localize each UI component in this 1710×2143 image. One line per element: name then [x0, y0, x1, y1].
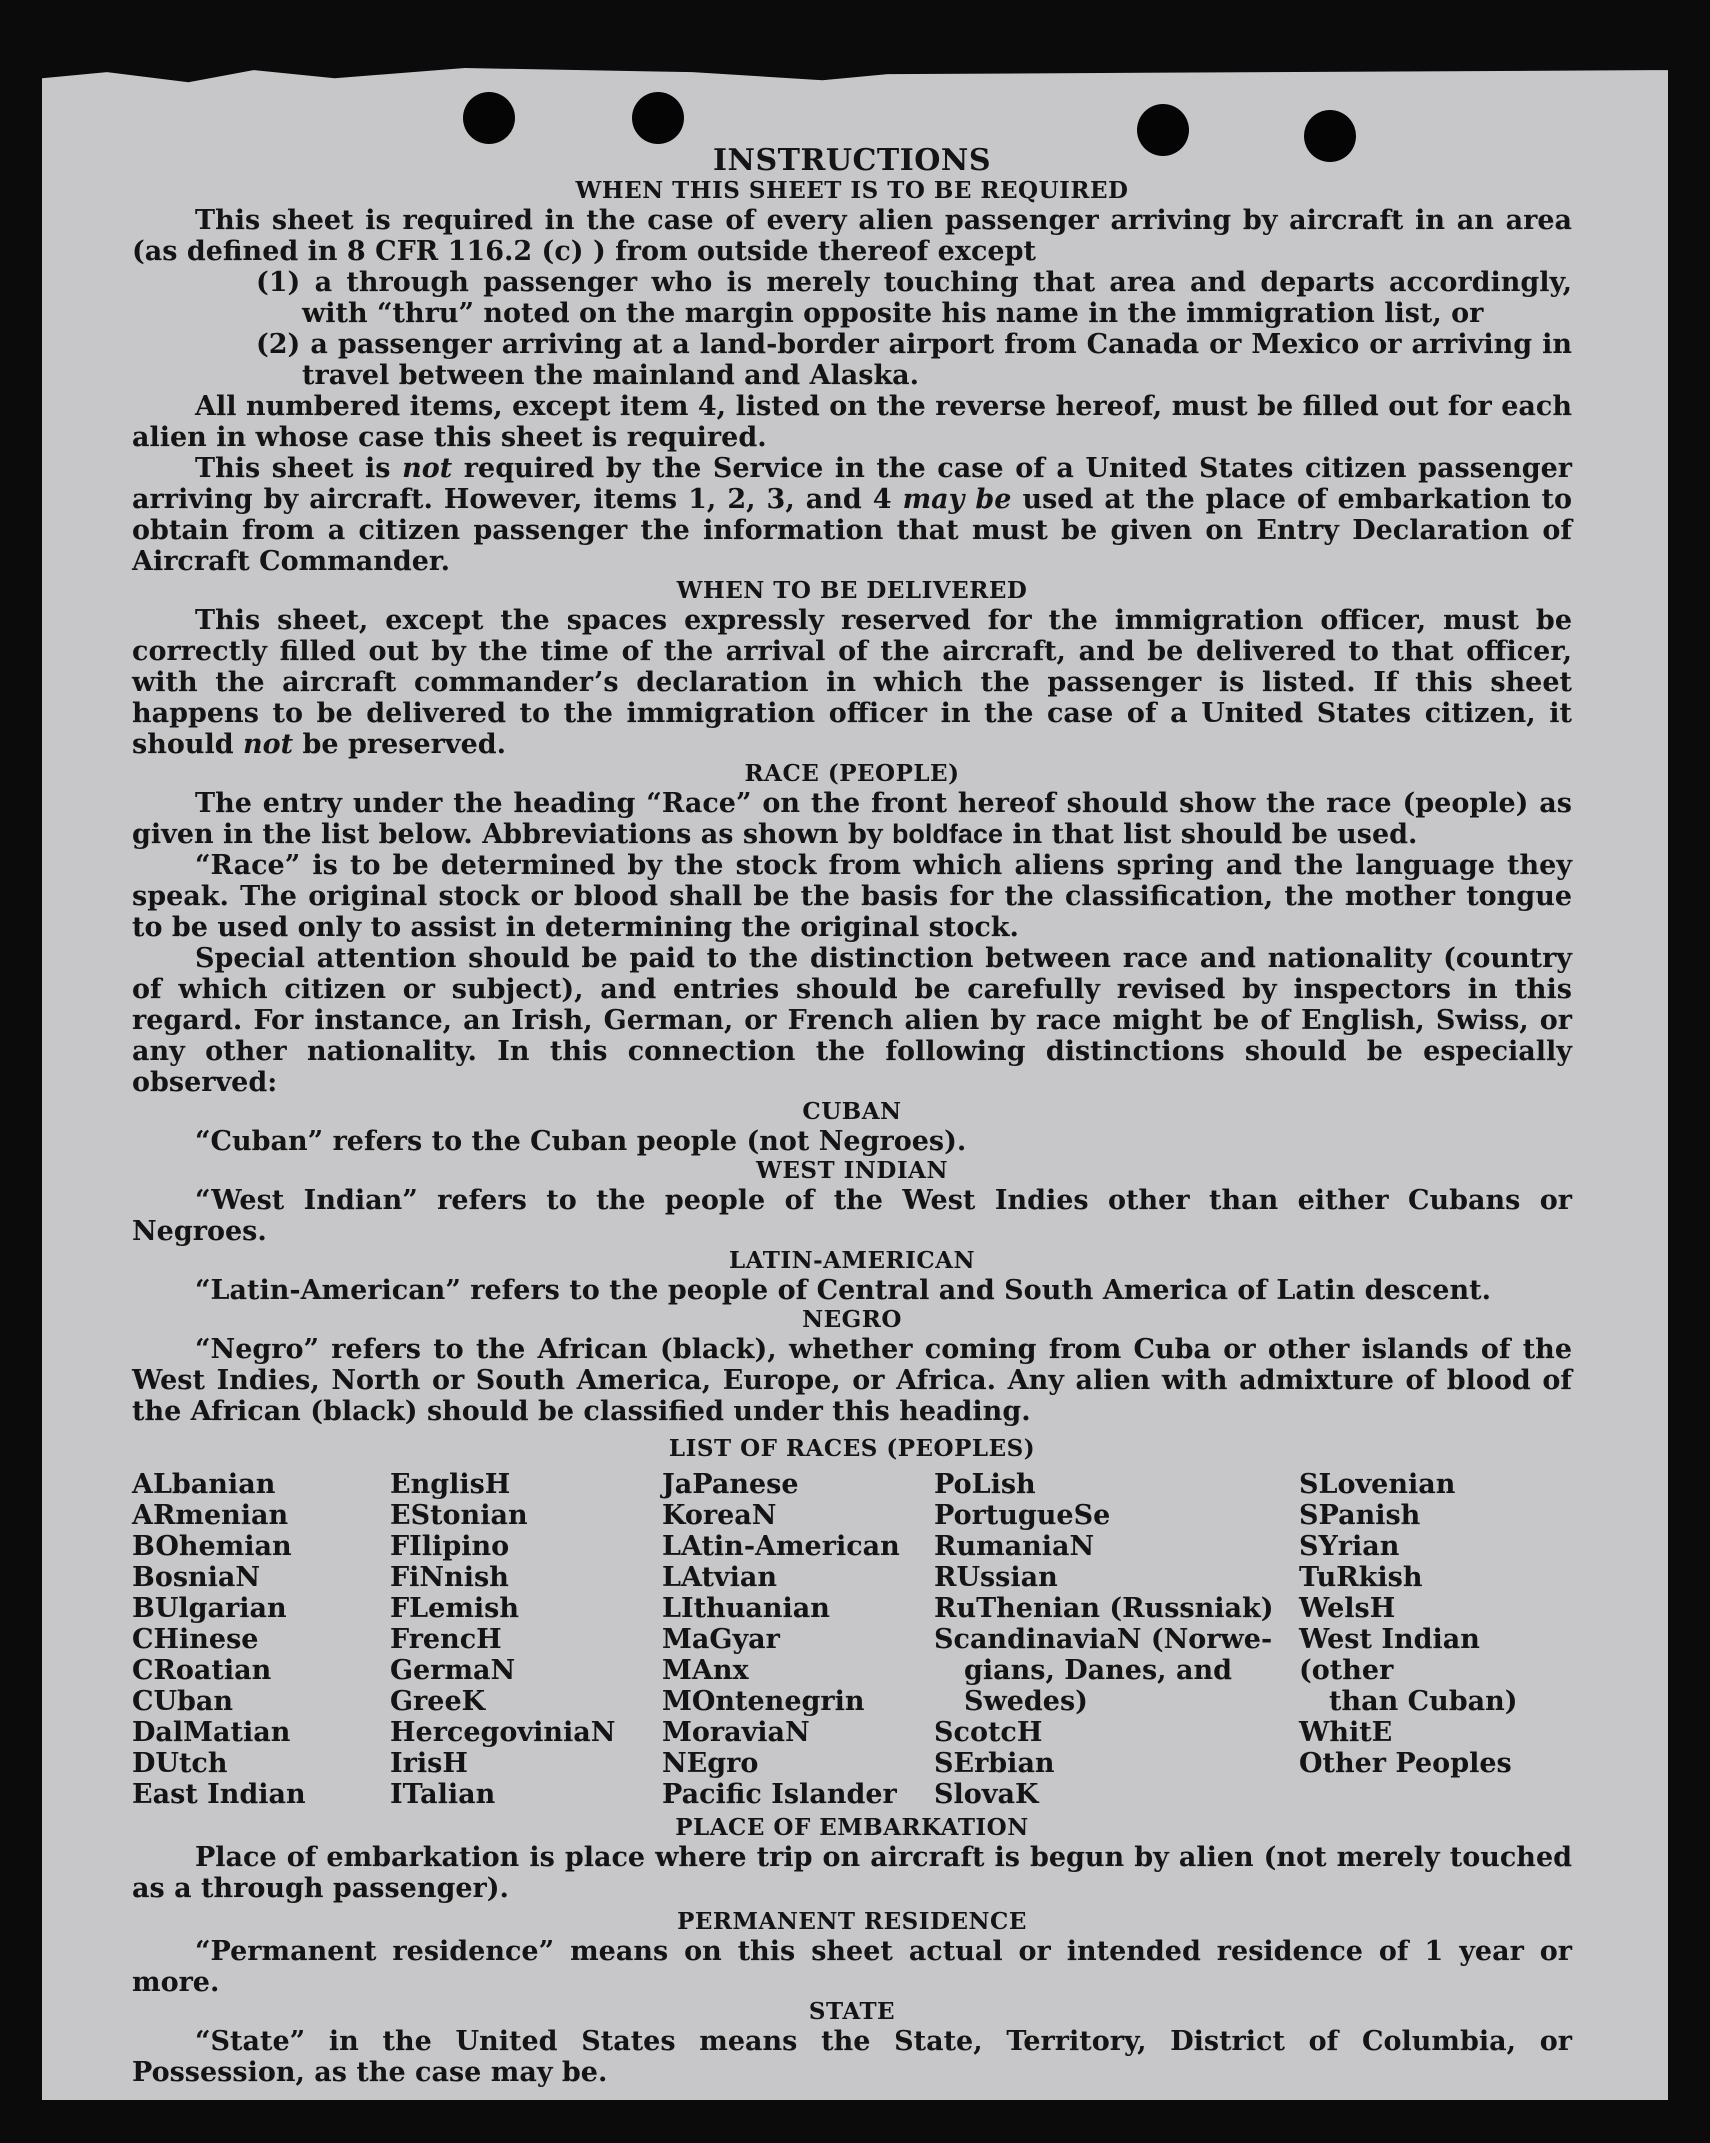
races-list — [132, 1469, 1572, 1810]
race-entry: East Indian — [132, 1779, 306, 1810]
race-entry: CRoatian — [132, 1655, 272, 1686]
race-entry: DUtch — [132, 1748, 228, 1779]
race-entry: KoreaN — [662, 1500, 777, 1531]
paragraph: “Race” is to be determined by the stock from which aliens spring and the language they speak. The original stock or blood shall be the basis for the classification, the mother tongue to be used only to assist in determining the original stock. — [132, 850, 1572, 943]
race-entry: JaPanese — [662, 1469, 799, 1500]
race-entry: SLovenian — [1299, 1469, 1456, 1500]
section-heading: WHEN THIS SHEET IS TO BE REQUIRED — [575, 177, 1129, 204]
section-heading: WEST INDIAN — [756, 1157, 948, 1184]
paragraph: All numbered items, except item 4, listed on the reverse hereof, must be filled out for each alien in whose case this sheet is required. — [132, 391, 1572, 453]
races-column — [390, 1469, 662, 1810]
race-entry: SYrian — [1299, 1531, 1400, 1562]
paragraph: “Permanent residence” means on this sheet actual or intended residence of 1 year or more. — [132, 1936, 1572, 1998]
race-entry: IrisH — [390, 1748, 468, 1779]
race-entry: than Cuban) — [1329, 1686, 1518, 1717]
race-entry: RumaniaN — [934, 1531, 1095, 1562]
race-entry: GermaN — [390, 1655, 516, 1686]
race-entry: SErbian — [934, 1748, 1055, 1779]
paragraph: “Negro” refers to the African (black), whether coming from Cuba or other islands of the West Indies, North or South America, Europe, or Africa. Any alien with admixture of blood of the African (black) should be classified under this heading. — [132, 1334, 1572, 1427]
race-entry: CHinese — [132, 1624, 259, 1655]
races-column — [132, 1469, 390, 1810]
race-entry: West Indian (other — [1299, 1624, 1480, 1686]
race-entry: FiNnish — [390, 1562, 509, 1593]
race-entry: DalMatian — [132, 1717, 291, 1748]
race-entry: HercegoviniaN — [390, 1717, 616, 1748]
section-heading: RACE (PEOPLE) — [744, 760, 960, 787]
paragraph — [132, 605, 1572, 760]
section-heading: STATE — [808, 1998, 896, 2025]
race-entry: CUban — [132, 1686, 234, 1717]
race-entry: BUlgarian — [132, 1593, 287, 1624]
text-span: in that list should be used. — [1002, 819, 1418, 850]
race-entry: BOhemian — [132, 1531, 292, 1562]
instructions-content — [132, 145, 1572, 2088]
race-entry: NEgro — [662, 1748, 759, 1779]
races-column — [1299, 1469, 1569, 1810]
race-entry: ALbanian — [132, 1469, 276, 1500]
race-entry: ScotcH — [934, 1717, 1043, 1748]
race-entry: PoLish — [934, 1469, 1036, 1500]
paragraph: “West Indian” refers to the people of the West Indies other than either Cubans or Negroes. — [132, 1185, 1572, 1247]
text-span: used at the place of embarkation to obtain from a citizen passenger the information that must be given on Entry Declaration of Aircraft Commander. — [132, 484, 1573, 577]
list-item: (2) a passenger arriving at a land-border airport from Canada or Mexico or arriving in travel between the mainland and Alaska. — [256, 329, 1572, 391]
paragraph: Place of embarkation is place where trip on aircraft is begun by alien (not merely touched as a through passenger). — [132, 1842, 1572, 1904]
race-entry: ARmenian — [132, 1500, 289, 1531]
punch-hole — [632, 92, 684, 144]
race-entry: Other Peoples — [1299, 1748, 1512, 1779]
race-entry: Swedes) — [964, 1686, 1088, 1717]
list-item: (1) a through passenger who is merely touching that area and departs accordingly, with “thru” noted on the margin opposite his name in the immigration list, or — [256, 267, 1572, 329]
emphasis: not — [402, 453, 453, 484]
paragraph: Special attention should be paid to the distinction between race and nationality (country of which citizen or subject), and entries should be carefully revised by inspectors in this regard. For instance, an Irish, German, or French alien by race might be of English, Swiss, or any other nationality. In this connection the following distinctions should be especially observed: — [132, 943, 1572, 1098]
text-span: This sheet, except the spaces expressly reserved for the immigration officer, must be correctly filled out by the time of the arrival of the aircraft, and be delivered to that officer, with the aircraft commander’s declaration in which the passenger is listed. If this sheet happens to be delivered to the immigration officer in the case of a United States citizen, it should — [132, 605, 1572, 760]
race-entry: MaGyar — [662, 1624, 780, 1655]
race-entry: LIthuanian — [662, 1593, 830, 1624]
race-entry: EnglisH — [390, 1469, 511, 1500]
race-entry: RuThenian (Russniak) — [934, 1593, 1274, 1624]
paragraph: This sheet is required in the case of every alien passenger arriving by aircraft in an area (as defined in 8 CFR 116.2 (c) ) from outside thereof except — [132, 205, 1572, 267]
race-entry: BosniaN — [132, 1562, 261, 1593]
race-entry: ScandinaviaN (Norwe- — [934, 1624, 1273, 1655]
race-entry: MOntenegrin — [662, 1686, 865, 1717]
section-heading: CUBAN — [802, 1098, 902, 1125]
paragraph: “Cuban” refers to the Cuban people (not Negroes). — [195, 1126, 967, 1157]
race-entry: SPanish — [1299, 1500, 1421, 1531]
boldface-word: boldface — [891, 819, 1003, 849]
race-entry: FIlipino — [390, 1531, 510, 1562]
races-column — [934, 1469, 1299, 1810]
race-entry: GreeK — [390, 1686, 486, 1717]
text-span: required by the Service in the case of a United States citizen passenger arriving by aircraft. However, items 1, 2, 3, and 4 — [132, 453, 1572, 515]
race-entry: ITalian — [390, 1779, 496, 1810]
race-entry: FLemish — [390, 1593, 519, 1624]
race-entry: TuRkish — [1299, 1562, 1423, 1593]
section-heading: WHEN TO BE DELIVERED — [676, 577, 1028, 604]
section-heading: LATIN-AMERICAN — [728, 1247, 976, 1274]
paragraph: “Latin-American” refers to the people of Central and South America of Latin descent. — [195, 1275, 1491, 1306]
race-entry: LAtvian — [662, 1562, 778, 1593]
race-entry: SlovaK — [934, 1779, 1039, 1810]
section-heading: NEGRO — [802, 1306, 902, 1333]
section-heading: PERMANENT RESIDENCE — [677, 1908, 1027, 1935]
race-entry: Pacific Islander — [662, 1779, 897, 1810]
emphasis: not — [243, 729, 294, 760]
paragraph: “State” in the United States means the State, Territory, District of Columbia, or Possession, as the case may be. — [132, 2026, 1572, 2088]
text-span: The entry under the heading “Race” on the front hereof should show the race (people) as given in the list below. Abbreviations as shown by — [132, 788, 1572, 850]
race-entry: EStonian — [390, 1500, 528, 1531]
page-title: INSTRUCTIONS — [713, 143, 991, 178]
race-entry: WhitE — [1299, 1717, 1393, 1748]
race-entry: RUssian — [934, 1562, 1058, 1593]
race-entry: MAnx — [662, 1655, 749, 1686]
race-entry: PortugueSe — [934, 1500, 1111, 1531]
race-entry: gians, Danes, and — [964, 1655, 1232, 1686]
race-entry: MoraviaN — [662, 1717, 810, 1748]
races-column — [662, 1469, 934, 1810]
section-heading: LIST OF RACES (PEOPLES) — [668, 1435, 1036, 1462]
emphasis: may be — [902, 484, 1012, 515]
race-entry: FrencH — [390, 1624, 502, 1655]
section-heading: PLACE OF EMBARKATION — [675, 1814, 1029, 1841]
punch-hole — [463, 92, 515, 144]
paragraph — [132, 788, 1572, 850]
race-entry: LAtin-American — [662, 1531, 900, 1562]
text-span: be preserved. — [293, 729, 507, 760]
text-span: This sheet is — [195, 453, 403, 484]
paragraph — [132, 453, 1572, 577]
race-entry: WelsH — [1299, 1593, 1396, 1624]
